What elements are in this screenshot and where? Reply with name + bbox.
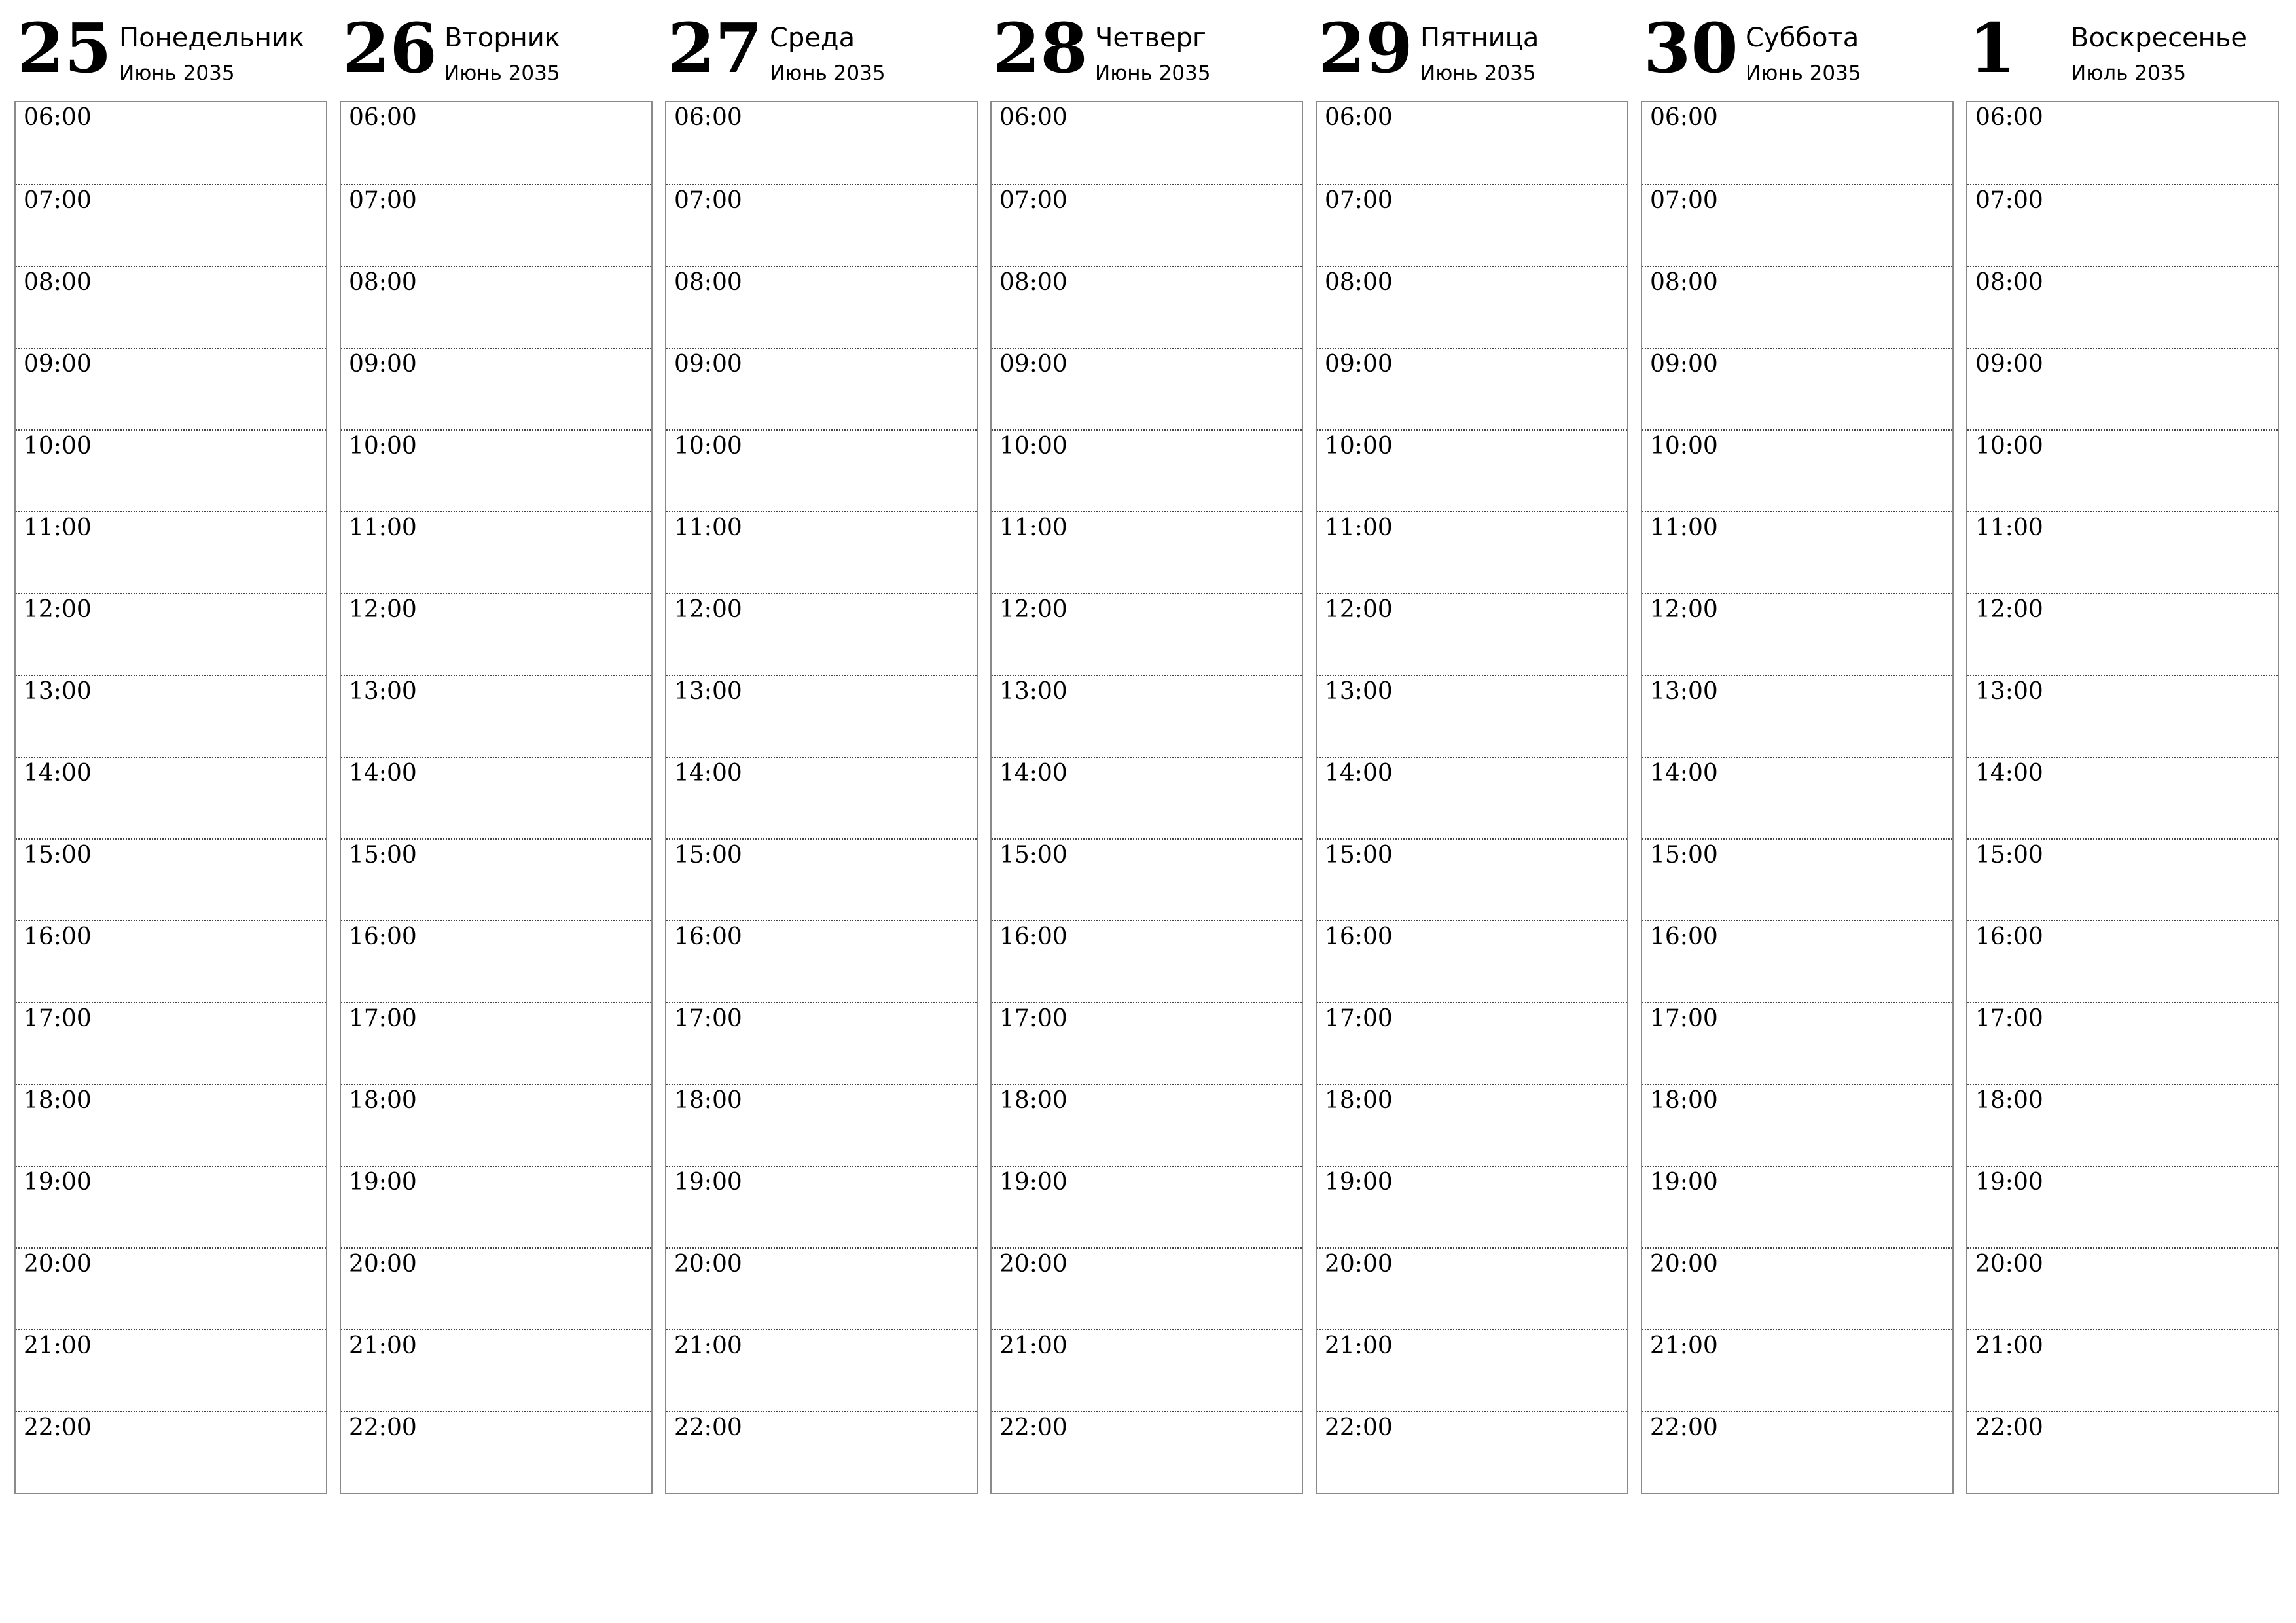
time-slot xyxy=(992,1329,1302,1411)
time-slot xyxy=(341,1247,651,1329)
time-slot xyxy=(666,348,977,429)
time-label: 09:00 xyxy=(349,351,417,378)
day-header xyxy=(1966,0,2279,98)
time-slot xyxy=(992,593,1302,675)
time-label: 20:00 xyxy=(24,1251,92,1277)
time-label: 07:00 xyxy=(24,187,92,214)
day-header xyxy=(665,0,978,98)
time-label: 18:00 xyxy=(674,1087,742,1114)
time-label: 12:00 xyxy=(1650,596,1718,623)
day-schedule-box xyxy=(1641,101,1954,1494)
time-slot xyxy=(1967,511,2278,593)
time-slot xyxy=(1967,266,2278,348)
time-label: 06:00 xyxy=(24,104,92,131)
time-label: 19:00 xyxy=(674,1169,742,1196)
time-slot xyxy=(1967,920,2278,1002)
day-number: 29 xyxy=(1318,8,1413,88)
time-label: 10:00 xyxy=(1975,433,2043,459)
time-label: 18:00 xyxy=(24,1087,92,1114)
time-slot xyxy=(1967,838,2278,920)
time-slot xyxy=(1967,593,2278,675)
time-slot xyxy=(666,1002,977,1084)
day-month: Июнь 2035 xyxy=(119,62,235,85)
time-slot xyxy=(1317,920,1627,1002)
time-label: 18:00 xyxy=(349,1087,417,1114)
time-slot xyxy=(1317,838,1627,920)
time-slot xyxy=(1967,184,2278,266)
time-slot xyxy=(16,184,326,266)
time-label: 11:00 xyxy=(674,514,742,541)
time-label: 07:00 xyxy=(349,187,417,214)
time-slot xyxy=(1317,1002,1627,1084)
time-slot xyxy=(666,266,977,348)
time-slot xyxy=(16,1084,326,1166)
time-label: 08:00 xyxy=(1325,269,1393,296)
time-slot xyxy=(341,102,651,184)
time-slot xyxy=(1642,1166,1952,1247)
time-label: 07:00 xyxy=(1975,187,2043,214)
day-header xyxy=(340,0,653,98)
time-label: 07:00 xyxy=(1650,187,1718,214)
time-slot xyxy=(1317,1166,1627,1247)
time-slot xyxy=(16,838,326,920)
day-number: 27 xyxy=(668,8,762,88)
time-label: 20:00 xyxy=(1650,1251,1718,1277)
time-label: 11:00 xyxy=(1975,514,2043,541)
time-label: 14:00 xyxy=(1975,760,2043,787)
time-slot xyxy=(16,1247,326,1329)
time-slot xyxy=(992,1166,1302,1247)
time-slot xyxy=(1642,1002,1952,1084)
time-label: 18:00 xyxy=(1975,1087,2043,1114)
time-slot xyxy=(1317,348,1627,429)
time-slot xyxy=(992,1247,1302,1329)
time-slot xyxy=(341,1084,651,1166)
time-slot xyxy=(992,184,1302,266)
day-header xyxy=(1316,0,1628,98)
time-slot xyxy=(341,184,651,266)
day-name: Вторник xyxy=(444,23,560,53)
time-label: 12:00 xyxy=(674,596,742,623)
time-slot xyxy=(1317,1084,1627,1166)
time-label: 12:00 xyxy=(24,596,92,623)
time-slot xyxy=(341,429,651,511)
time-slot xyxy=(1317,429,1627,511)
day-month: Июнь 2035 xyxy=(770,62,886,85)
time-label: 19:00 xyxy=(1325,1169,1393,1196)
time-label: 06:00 xyxy=(349,104,417,131)
time-slot xyxy=(1967,1247,2278,1329)
time-label: 16:00 xyxy=(349,923,417,950)
time-slot xyxy=(1967,1084,2278,1166)
time-label: 20:00 xyxy=(349,1251,417,1277)
time-slot xyxy=(1317,1411,1627,1493)
time-label: 15:00 xyxy=(24,842,92,868)
time-slot xyxy=(1317,1329,1627,1411)
time-label: 22:00 xyxy=(349,1414,417,1441)
time-label: 15:00 xyxy=(1650,842,1718,868)
time-label: 11:00 xyxy=(24,514,92,541)
time-slot xyxy=(16,593,326,675)
time-label: 06:00 xyxy=(1325,104,1393,131)
day-number: 30 xyxy=(1643,8,1738,88)
time-label: 20:00 xyxy=(1975,1251,2043,1277)
time-label: 13:00 xyxy=(1650,678,1718,705)
time-slot xyxy=(16,102,326,184)
day-number: 28 xyxy=(993,8,1088,88)
day-name: Среда xyxy=(770,23,855,53)
day-schedule-box xyxy=(665,101,978,1494)
time-slot xyxy=(666,838,977,920)
day-name: Суббота xyxy=(1746,23,1859,53)
time-label: 22:00 xyxy=(24,1414,92,1441)
time-label: 08:00 xyxy=(349,269,417,296)
time-slot xyxy=(1317,102,1627,184)
time-slot xyxy=(666,593,977,675)
time-label: 22:00 xyxy=(674,1414,742,1441)
time-slot xyxy=(666,1329,977,1411)
time-slot xyxy=(341,1166,651,1247)
time-slot xyxy=(1317,511,1627,593)
time-label: 16:00 xyxy=(1975,923,2043,950)
time-slot xyxy=(1642,757,1952,838)
time-slot xyxy=(1967,757,2278,838)
time-label: 11:00 xyxy=(1325,514,1393,541)
time-label: 21:00 xyxy=(1975,1332,2043,1359)
time-label: 16:00 xyxy=(1325,923,1393,950)
weekly-planner xyxy=(14,0,2283,1623)
time-label: 08:00 xyxy=(1650,269,1718,296)
time-label: 12:00 xyxy=(1325,596,1393,623)
time-label: 09:00 xyxy=(1325,351,1393,378)
time-slot xyxy=(1317,675,1627,757)
day-number: 1 xyxy=(1969,8,2017,88)
time-label: 17:00 xyxy=(349,1005,417,1032)
time-slot xyxy=(1642,266,1952,348)
time-slot xyxy=(992,1411,1302,1493)
time-label: 19:00 xyxy=(999,1169,1067,1196)
time-slot xyxy=(992,266,1302,348)
time-label: 21:00 xyxy=(999,1332,1067,1359)
time-label: 16:00 xyxy=(999,923,1067,950)
day-schedule-box xyxy=(14,101,327,1494)
time-slot xyxy=(1642,920,1952,1002)
time-label: 22:00 xyxy=(1650,1414,1718,1441)
time-label: 22:00 xyxy=(1975,1414,2043,1441)
time-slot xyxy=(1967,1329,2278,1411)
time-slot xyxy=(16,429,326,511)
time-slot xyxy=(341,1411,651,1493)
time-label: 14:00 xyxy=(1650,760,1718,787)
time-label: 12:00 xyxy=(349,596,417,623)
day-month: Июнь 2035 xyxy=(1746,62,1861,85)
time-slot xyxy=(1967,429,2278,511)
time-label: 08:00 xyxy=(24,269,92,296)
time-slot xyxy=(1967,102,2278,184)
time-label: 06:00 xyxy=(674,104,742,131)
time-label: 10:00 xyxy=(674,433,742,459)
time-label: 07:00 xyxy=(674,187,742,214)
time-label: 09:00 xyxy=(674,351,742,378)
day-header xyxy=(14,0,327,98)
time-slot xyxy=(1317,266,1627,348)
time-label: 07:00 xyxy=(999,187,1067,214)
time-slot xyxy=(992,675,1302,757)
time-label: 12:00 xyxy=(1975,596,2043,623)
time-label: 17:00 xyxy=(24,1005,92,1032)
time-slot xyxy=(666,1411,977,1493)
time-slot xyxy=(341,838,651,920)
time-label: 15:00 xyxy=(999,842,1067,868)
time-slot xyxy=(992,1002,1302,1084)
time-label: 17:00 xyxy=(999,1005,1067,1032)
time-label: 18:00 xyxy=(1325,1087,1393,1114)
time-slot xyxy=(341,593,651,675)
day-month: Июль 2035 xyxy=(2071,62,2187,85)
time-slot xyxy=(666,920,977,1002)
time-label: 13:00 xyxy=(1325,678,1393,705)
time-slot xyxy=(666,1247,977,1329)
time-label: 10:00 xyxy=(24,433,92,459)
time-label: 21:00 xyxy=(674,1332,742,1359)
time-slot xyxy=(16,1166,326,1247)
time-label: 11:00 xyxy=(999,514,1067,541)
time-label: 06:00 xyxy=(999,104,1067,131)
day-name: Понедельник xyxy=(119,23,305,53)
day-number: 26 xyxy=(342,8,437,88)
time-slot xyxy=(1642,675,1952,757)
time-label: 16:00 xyxy=(1650,923,1718,950)
time-slot xyxy=(341,1329,651,1411)
time-label: 08:00 xyxy=(674,269,742,296)
day-schedule-box xyxy=(1966,101,2279,1494)
time-label: 22:00 xyxy=(1325,1414,1393,1441)
time-label: 18:00 xyxy=(1650,1087,1718,1114)
time-label: 13:00 xyxy=(999,678,1067,705)
time-label: 14:00 xyxy=(1325,760,1393,787)
time-slot xyxy=(1642,184,1952,266)
time-label: 11:00 xyxy=(349,514,417,541)
time-slot xyxy=(666,102,977,184)
day-schedule-box xyxy=(340,101,653,1494)
time-slot xyxy=(1317,184,1627,266)
time-label: 15:00 xyxy=(1975,842,2043,868)
time-slot xyxy=(666,1166,977,1247)
time-label: 19:00 xyxy=(1650,1169,1718,1196)
time-label: 14:00 xyxy=(999,760,1067,787)
time-slot xyxy=(992,757,1302,838)
day-schedule-box xyxy=(990,101,1303,1494)
day-schedule-box xyxy=(1316,101,1628,1494)
time-label: 15:00 xyxy=(1325,842,1393,868)
time-label: 14:00 xyxy=(24,760,92,787)
time-label: 09:00 xyxy=(999,351,1067,378)
time-label: 18:00 xyxy=(999,1087,1067,1114)
time-slot xyxy=(1317,593,1627,675)
day-header xyxy=(990,0,1303,98)
day-name: Воскресенье xyxy=(2071,23,2248,53)
time-slot xyxy=(992,1084,1302,1166)
time-slot xyxy=(1967,675,2278,757)
time-label: 17:00 xyxy=(1650,1005,1718,1032)
time-slot xyxy=(16,675,326,757)
time-slot xyxy=(1642,102,1952,184)
time-slot xyxy=(16,348,326,429)
time-label: 09:00 xyxy=(1650,351,1718,378)
time-label: 10:00 xyxy=(1325,433,1393,459)
time-slot xyxy=(16,1411,326,1493)
time-label: 19:00 xyxy=(24,1169,92,1196)
time-slot xyxy=(16,1002,326,1084)
time-label: 09:00 xyxy=(24,351,92,378)
time-label: 22:00 xyxy=(999,1414,1067,1441)
time-label: 06:00 xyxy=(1650,104,1718,131)
time-label: 17:00 xyxy=(674,1005,742,1032)
time-slot xyxy=(1967,1411,2278,1493)
time-slot xyxy=(1967,1166,2278,1247)
time-label: 14:00 xyxy=(674,760,742,787)
time-label: 21:00 xyxy=(1650,1332,1718,1359)
time-slot xyxy=(666,1084,977,1166)
time-label: 09:00 xyxy=(1975,351,2043,378)
time-label: 17:00 xyxy=(1325,1005,1393,1032)
time-label: 13:00 xyxy=(349,678,417,705)
time-slot xyxy=(992,920,1302,1002)
time-label: 13:00 xyxy=(24,678,92,705)
time-slot xyxy=(1642,1247,1952,1329)
time-slot xyxy=(341,266,651,348)
time-slot xyxy=(1642,1411,1952,1493)
time-label: 20:00 xyxy=(999,1251,1067,1277)
time-label: 21:00 xyxy=(349,1332,417,1359)
time-label: 06:00 xyxy=(1975,104,2043,131)
time-slot xyxy=(1317,1247,1627,1329)
time-slot xyxy=(16,1329,326,1411)
time-slot xyxy=(666,675,977,757)
day-header xyxy=(1641,0,1954,98)
time-label: 20:00 xyxy=(674,1251,742,1277)
time-slot xyxy=(1642,511,1952,593)
day-name: Пятница xyxy=(1420,23,1539,53)
time-slot xyxy=(1642,838,1952,920)
time-label: 15:00 xyxy=(349,842,417,868)
time-slot xyxy=(1967,1002,2278,1084)
time-slot xyxy=(16,757,326,838)
time-label: 21:00 xyxy=(1325,1332,1393,1359)
time-label: 16:00 xyxy=(24,923,92,950)
time-slot xyxy=(341,675,651,757)
time-slot xyxy=(341,348,651,429)
time-slot xyxy=(1967,348,2278,429)
time-label: 19:00 xyxy=(349,1169,417,1196)
time-label: 20:00 xyxy=(1325,1251,1393,1277)
time-slot xyxy=(666,511,977,593)
time-slot xyxy=(992,429,1302,511)
time-label: 07:00 xyxy=(1325,187,1393,214)
time-slot xyxy=(1642,1329,1952,1411)
day-number: 25 xyxy=(17,8,112,88)
time-slot xyxy=(992,511,1302,593)
time-label: 10:00 xyxy=(1650,433,1718,459)
time-slot xyxy=(666,184,977,266)
time-slot xyxy=(341,757,651,838)
time-label: 12:00 xyxy=(999,596,1067,623)
time-label: 08:00 xyxy=(1975,269,2043,296)
time-slot xyxy=(1642,429,1952,511)
time-slot xyxy=(341,511,651,593)
day-month: Июнь 2035 xyxy=(1420,62,1536,85)
time-label: 13:00 xyxy=(674,678,742,705)
time-label: 13:00 xyxy=(1975,678,2043,705)
time-slot xyxy=(341,1002,651,1084)
time-label: 10:00 xyxy=(999,433,1067,459)
time-label: 15:00 xyxy=(674,842,742,868)
time-slot xyxy=(16,266,326,348)
time-slot xyxy=(1642,593,1952,675)
time-slot xyxy=(992,348,1302,429)
time-label: 16:00 xyxy=(674,923,742,950)
time-slot xyxy=(341,920,651,1002)
time-slot xyxy=(1642,1084,1952,1166)
time-label: 08:00 xyxy=(999,269,1067,296)
time-slot xyxy=(16,920,326,1002)
time-slot xyxy=(666,757,977,838)
time-slot xyxy=(1317,757,1627,838)
day-month: Июнь 2035 xyxy=(1095,62,1211,85)
time-label: 14:00 xyxy=(349,760,417,787)
time-label: 17:00 xyxy=(1975,1005,2043,1032)
time-label: 21:00 xyxy=(24,1332,92,1359)
time-slot xyxy=(992,102,1302,184)
time-slot xyxy=(992,838,1302,920)
time-slot xyxy=(1642,348,1952,429)
time-slot xyxy=(16,511,326,593)
time-label: 10:00 xyxy=(349,433,417,459)
time-label: 11:00 xyxy=(1650,514,1718,541)
day-name: Четверг xyxy=(1095,23,1206,53)
day-month: Июнь 2035 xyxy=(444,62,560,85)
time-label: 19:00 xyxy=(1975,1169,2043,1196)
time-slot xyxy=(666,429,977,511)
